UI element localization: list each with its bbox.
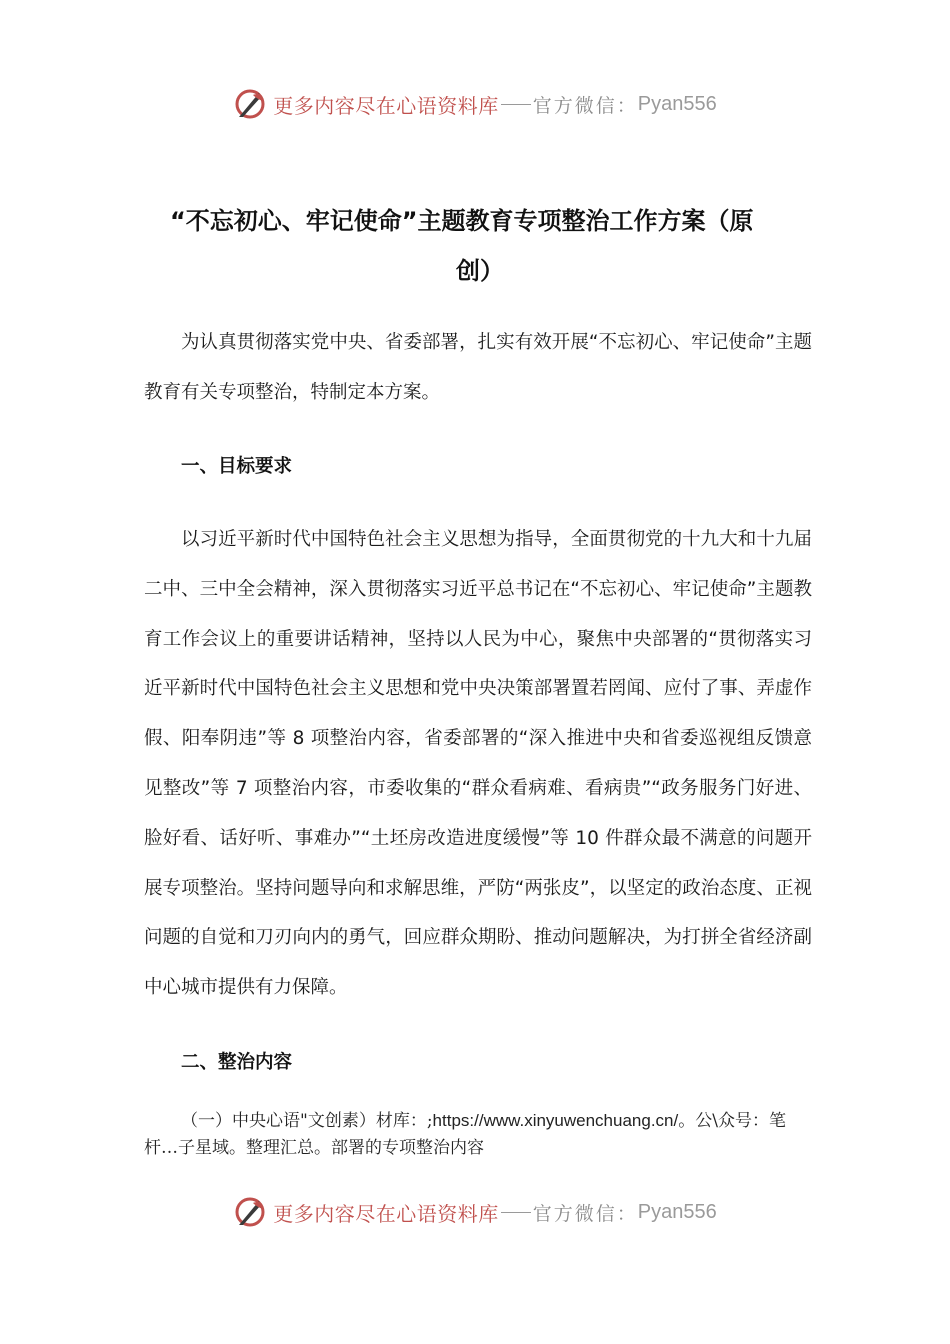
title-line-2: 创） [456,257,504,285]
intro-paragraph: 为认真贯彻落实党中央、省委部署，扎实有效开展“不忘初心、牢记使命”主题教育有关专项整治，特制定本方案。 [144,332,812,403]
banner-dash [501,1212,531,1213]
section-2-heading: 二、整治内容 [181,1052,293,1073]
banner-slogan: 更多内容尽在心语资料库 [273,93,499,118]
document-title [170,196,790,296]
footer-banner [0,1190,950,1234]
item-url: https://www.xinyuwenchuang.cn/ [432,1111,679,1130]
header-banner [0,82,950,126]
quill-logo-icon [233,87,267,121]
banner-dash [501,104,531,105]
wechat-label: 官方微信： [532,94,638,117]
wechat-label: 官方微信： [532,1202,638,1225]
wechat-id: Pyan556 [637,1200,717,1223]
banner-slogan: 更多内容尽在心语资料库 [273,1201,499,1226]
item-suffix: 。公\众号：笔杆…子星域。整理汇总。部署的专项整治内容 [144,1111,786,1158]
title-line-1: “不忘初心、牢记使命”主题教育专项整治工作方案（原 [170,207,754,235]
section-2-item [144,1107,812,1162]
quill-logo-icon [233,1195,267,1229]
section-1-heading: 一、目标要求 [181,456,293,477]
wechat-id: Pyan556 [637,92,717,115]
item-prefix: （一）中央心语"文创素）材库：; [181,1111,433,1131]
section-1-body: 以习近平新时代中国特色社会主义思想为指导，全面贯彻党的十九大和十九届二中、三中全会精神，深入贯彻落实习近平总书记在“不忘初心、牢记使命”主题教育工作会议上的重要讲话精神，坚持以人民为中心，聚焦中央部署的“贯彻落实习近平新时代中国特色社会主义思想和党中央决策部署置若罔闻、应付了事、弄虚作假、阳奉阴违”等 8 项整治内容，省委部署的“深入推进中央和省委巡视组反馈意见整改”等 7 项整治内容，市委收集的“群众看病难、看病贵”“政务服务门好进、脸好看、话好听、事难办”“土坯房改造进度缓慢”等 10 件群众最不满意的问题开展专项整治。坚持问题导向和求解思维，严防“两张皮”，以坚定的政治态度、正视问题的自觉和刀刃向内的勇气，回应群众期盼、推动问题解决，为打拼全省经济副中心城市提供有力保障。 [144,529,812,999]
